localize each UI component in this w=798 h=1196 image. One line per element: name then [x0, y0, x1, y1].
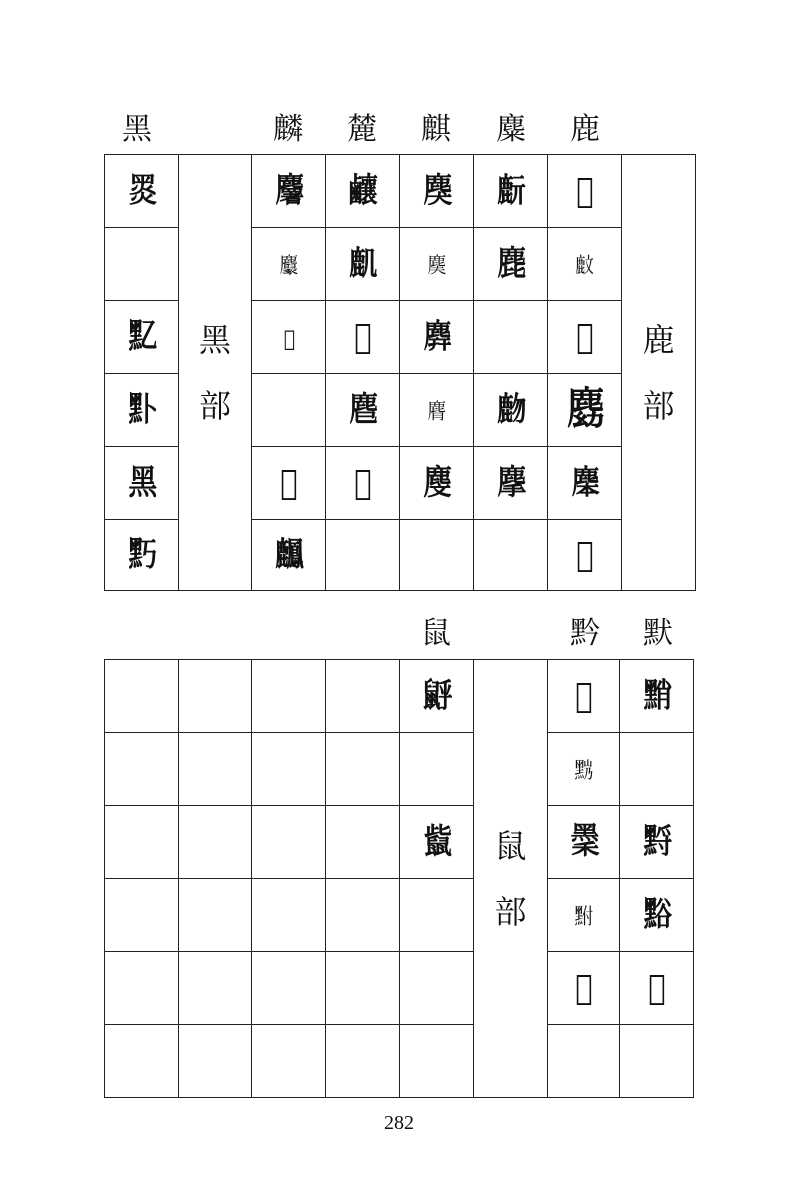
cell: [252, 520, 326, 591]
radical-char: 部: [198, 386, 231, 425]
cell: [105, 447, 179, 520]
cell: [105, 952, 179, 1025]
header-shu: 鼠: [421, 616, 451, 651]
cell: [548, 733, 620, 806]
cell: [105, 660, 179, 733]
seal-glyph: 𪐼: [575, 968, 592, 1008]
header-qian: 黔: [570, 616, 600, 651]
header-lu2: 鹿: [570, 112, 600, 147]
cell: [474, 301, 548, 374]
seal-glyph: 𪐘: [127, 317, 156, 357]
cell: [620, 660, 694, 733]
cell: [400, 301, 474, 374]
cell: [548, 301, 622, 374]
seal-glyph: 𪑋: [642, 822, 671, 862]
cell: [105, 879, 179, 952]
seal-glyph: 𪊓: [422, 463, 451, 503]
seal-glyph: 𪊌: [354, 317, 371, 357]
cell: [620, 806, 694, 879]
seal-glyph: 𪊋: [348, 244, 377, 284]
cell: [179, 806, 252, 879]
cell: [548, 155, 622, 228]
cell: [400, 879, 474, 952]
cell: [105, 806, 179, 879]
seal-glyph: 黑: [127, 463, 156, 503]
cell: [548, 660, 620, 733]
cell: [548, 879, 620, 952]
seal-glyph: 𪐺: [569, 822, 598, 862]
header-lu: 麓: [347, 112, 377, 147]
seal-glyph: 𪊛: [566, 384, 603, 435]
cell: [179, 952, 252, 1025]
cell: [548, 228, 622, 301]
seal-glyph: 𪋳: [280, 463, 297, 503]
cell: [548, 806, 620, 879]
cell: [105, 155, 179, 228]
seal-glyph: 𪋴: [274, 535, 303, 575]
cell: [326, 1025, 400, 1098]
seal-glyph: 𪐗: [127, 171, 156, 211]
cell: [400, 155, 474, 228]
seal-glyph: 𪐙: [127, 390, 156, 430]
page-number: 282: [384, 1112, 414, 1134]
radical-char: 鼠: [494, 826, 527, 865]
radical-char: 部: [642, 386, 675, 425]
seal-glyph: 𪐚: [127, 535, 156, 575]
cell: [252, 806, 326, 879]
cell: [326, 952, 400, 1025]
cell: [252, 660, 326, 733]
cell: [326, 520, 400, 591]
cell: [326, 879, 400, 952]
cell: [326, 447, 400, 520]
cell: [400, 806, 474, 879]
seal-glyph: 𪐻: [574, 905, 592, 930]
seal-glyph: 𪊒: [427, 400, 445, 425]
cell: [474, 228, 548, 301]
header-mo: 默: [643, 616, 673, 651]
cell: [326, 155, 400, 228]
seal-glyph: 𪊊: [348, 171, 377, 211]
seal-glyph: 𪊕: [496, 244, 525, 284]
cell: [620, 733, 694, 806]
cell: [252, 733, 326, 806]
seal-glyph: 𪊎: [354, 463, 371, 503]
cell: [179, 1025, 252, 1098]
seal-glyph: 𪊑: [422, 317, 451, 357]
seal-glyph: 𪊍: [348, 390, 377, 430]
cell: [548, 374, 622, 447]
cell: [252, 155, 326, 228]
cell: [326, 374, 400, 447]
cell: [326, 806, 400, 879]
cell: [474, 447, 548, 520]
cell: [400, 660, 474, 733]
seal-glyph: 𪋲: [283, 327, 294, 352]
cell: [620, 879, 694, 952]
cell: [326, 301, 400, 374]
cell: [179, 879, 252, 952]
seal-glyph: 𪊏: [422, 171, 451, 211]
top-character-grid: [104, 154, 696, 591]
cell: [252, 952, 326, 1025]
cell: [474, 520, 548, 591]
header-lin: 麟: [273, 112, 303, 147]
cell: [105, 520, 179, 591]
header-qi: 麒: [421, 112, 451, 147]
header-mi: 麋: [496, 112, 526, 147]
cell: [252, 879, 326, 952]
cell: [105, 301, 179, 374]
seal-glyph: 𪊐: [427, 254, 445, 279]
radical-char: 部: [494, 892, 527, 931]
cell: [620, 1025, 694, 1098]
bottom-character-grid: [104, 659, 694, 1098]
seal-glyph: 𪐸: [575, 676, 592, 716]
seal-glyph: 𪕉: [422, 676, 451, 716]
cell: [548, 447, 622, 520]
cell: [252, 1025, 326, 1098]
cell: [400, 228, 474, 301]
cell: [105, 1025, 179, 1098]
cell: [400, 733, 474, 806]
cell: [252, 301, 326, 374]
cell: [326, 733, 400, 806]
cell: [252, 374, 326, 447]
seal-glyph: 𪊙: [575, 254, 593, 279]
radical-label-black: [179, 155, 252, 591]
seal-glyph: 𪋰: [274, 171, 303, 211]
seal-glyph: 𪊚: [576, 317, 593, 357]
cell: [105, 228, 179, 301]
cell: [548, 1025, 620, 1098]
cell: [252, 447, 326, 520]
seal-glyph: 𪊘: [576, 171, 593, 211]
seal-glyph: 𪊔: [496, 171, 525, 211]
header-hei: 黑: [122, 112, 152, 147]
cell: [548, 952, 620, 1025]
cell: [474, 155, 548, 228]
seal-glyph: 𪊖: [496, 390, 525, 430]
seal-glyph: 𪑌: [642, 895, 671, 935]
seal-glyph: 𪐹: [574, 759, 592, 784]
radical-char: 黑: [198, 320, 231, 359]
cell: [105, 733, 179, 806]
cell: [400, 447, 474, 520]
seal-glyph: 𪋱: [279, 254, 297, 279]
seal-glyph: 𪊜: [570, 463, 599, 503]
cell: [326, 660, 400, 733]
radical-label-deer: [622, 155, 696, 591]
cell: [326, 228, 400, 301]
radical-label-rat: [474, 660, 548, 1098]
cell: [105, 374, 179, 447]
cell: [400, 1025, 474, 1098]
radical-char: 鹿: [642, 320, 675, 359]
cell: [179, 733, 252, 806]
cell: [400, 952, 474, 1025]
cell: [620, 952, 694, 1025]
seal-glyph: 𪊗: [496, 463, 525, 503]
cell: [179, 660, 252, 733]
cell: [252, 228, 326, 301]
seal-glyph: 𪊝: [576, 535, 593, 575]
cell: [400, 520, 474, 591]
seal-glyph: 𪑍: [648, 968, 665, 1008]
seal-glyph: 𪑊: [642, 676, 671, 716]
cell: [400, 374, 474, 447]
cell: [548, 520, 622, 591]
cell: [474, 374, 548, 447]
seal-glyph: 𪕊: [422, 822, 451, 862]
